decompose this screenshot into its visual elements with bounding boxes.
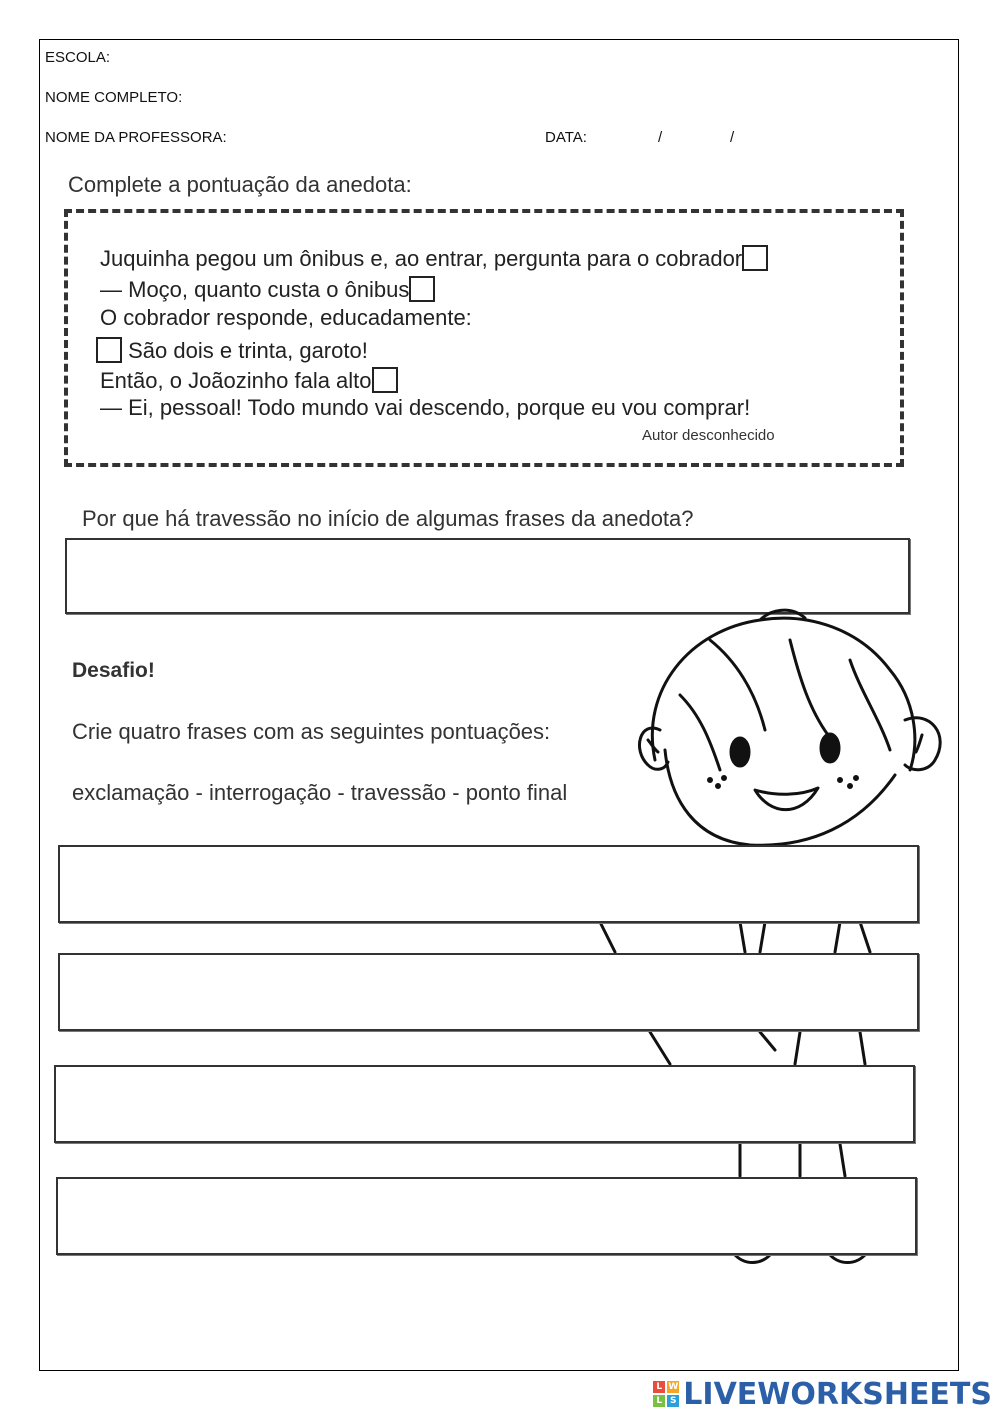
school-label: ESCOLA: xyxy=(45,49,111,66)
story-text: — Moço, quanto custa o ônibus xyxy=(100,277,410,302)
exercise2-question: Por que há travessão no início de algumas frases da anedota? xyxy=(82,506,694,531)
story-line-2 xyxy=(100,276,435,302)
punctuation-blank-1[interactable] xyxy=(742,245,768,271)
story-text: Então, o Joãozinho fala alto xyxy=(100,368,372,393)
story-text: O cobrador responde, educadamente: xyxy=(100,305,472,330)
story-text: São dois e trinta, garoto! xyxy=(128,338,368,363)
challenge-title: Desafio! xyxy=(72,659,155,682)
story-line-5 xyxy=(100,367,398,393)
brand-name: LIVEWORKSHEETS xyxy=(683,1376,992,1412)
logo-icon: L W L S xyxy=(653,1381,679,1407)
story-text: Juquinha pegou um ônibus e, ao entrar, pergunta para o cobrador xyxy=(100,246,743,271)
punctuation-blank-3[interactable] xyxy=(96,337,122,363)
story-line-4 xyxy=(96,337,368,363)
punctuation-list: exclamação - interrogação - travessão - ponto final xyxy=(72,780,568,805)
name-label: NOME COMPLETO: xyxy=(45,89,183,106)
author-credit: Autor desconhecido xyxy=(642,427,775,444)
story-text: — Ei, pessoal! Todo mundo vai descendo, porque eu vou comprar! xyxy=(100,395,751,420)
sentence-input-3[interactable] xyxy=(54,1065,915,1143)
date-separator: / xyxy=(730,129,735,146)
date-separator: / xyxy=(658,129,663,146)
punctuation-blank-2[interactable] xyxy=(409,276,435,302)
sentence-input-1[interactable] xyxy=(58,845,919,923)
date-label: DATA: xyxy=(545,129,587,146)
story-line-6 xyxy=(100,397,750,419)
story-line-1 xyxy=(100,245,768,271)
teacher-label: NOME DA PROFESSORA: xyxy=(45,129,227,146)
sentence-input-4[interactable] xyxy=(56,1177,917,1255)
story-line-3 xyxy=(100,307,472,329)
sentence-input-2[interactable] xyxy=(58,953,919,1031)
punctuation-blank-4[interactable] xyxy=(372,367,398,393)
exercise1-instruction: Complete a pontuação da anedota: xyxy=(68,172,412,197)
challenge-instruction: Crie quatro frases com as seguintes pontuações: xyxy=(72,719,551,744)
liveworksheets-logo xyxy=(653,1376,992,1412)
